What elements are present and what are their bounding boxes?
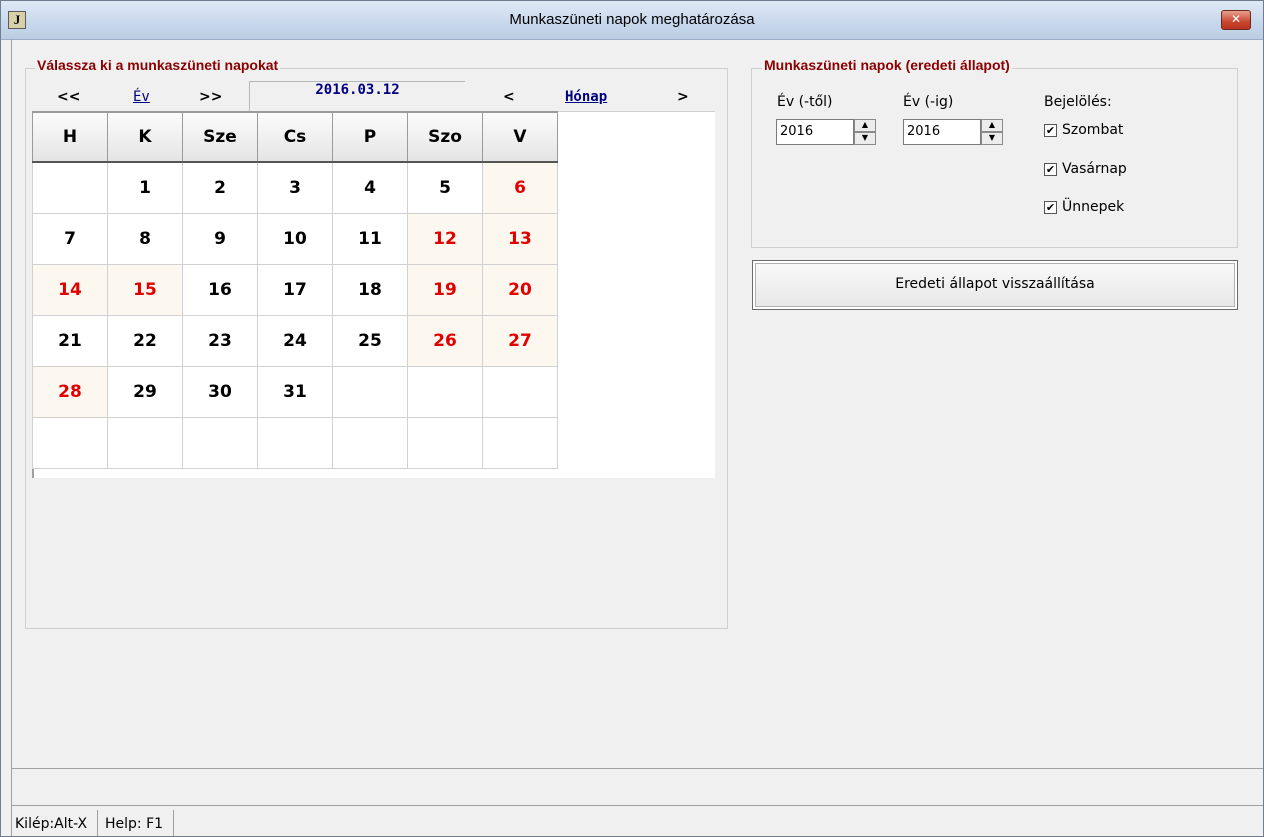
calendar-empty-cell: [408, 367, 483, 418]
checkbox-checked-icon[interactable]: ✔: [1045, 201, 1056, 214]
month-label[interactable]: Hónap: [565, 89, 608, 105]
calendar-empty-cell: [33, 162, 108, 214]
year-from-label: Év (-től): [777, 94, 833, 110]
calendar-day-cell[interactable]: 27: [483, 316, 558, 367]
checkbox-label: Vasárnap: [1062, 161, 1127, 177]
window-title: Munkaszüneti napok meghatározása: [509, 11, 755, 28]
calendar-empty-cell: [408, 418, 483, 469]
prev-month-button[interactable]: <: [503, 89, 515, 105]
exit-shortcut-label: Kilép:Alt-X: [15, 816, 88, 832]
title-bar: [1, 1, 1263, 40]
calendar-day-cell[interactable]: 19: [408, 265, 483, 316]
year-to-label: Év (-ig): [903, 94, 954, 110]
calendar-week-row: [33, 214, 558, 265]
calendar-empty-cell: [183, 418, 258, 469]
spin-down-icon[interactable]: ▼: [854, 132, 876, 145]
weekday-header: V: [483, 112, 558, 162]
calendar-day-cell[interactable]: 23: [183, 316, 258, 367]
calendar-day-cell[interactable]: 6: [483, 162, 558, 214]
calendar-day-cell[interactable]: 10: [258, 214, 333, 265]
checkbox-checked-icon[interactable]: ✔: [1045, 124, 1056, 137]
calendar-day-cell[interactable]: 31: [258, 367, 333, 418]
calendar-empty-cell: [258, 418, 333, 469]
calendar-day-cell[interactable]: 4: [333, 162, 408, 214]
current-date: 2016.03.12: [249, 81, 465, 111]
next-month-button[interactable]: >: [677, 89, 689, 105]
app-icon: J: [8, 11, 26, 29]
weekday-header: H: [33, 112, 108, 162]
calendar-day-cell[interactable]: 2: [183, 162, 258, 214]
calendar-empty-cell: [333, 367, 408, 418]
calendar-empty-cell: [108, 418, 183, 469]
marking-label: Bejelölés:: [1044, 94, 1112, 110]
status-bar-top: [11, 768, 1263, 804]
restore-original-button[interactable]: Eredeti állapot visszaállítása: [752, 260, 1238, 310]
help-shortcut-label: Help: F1: [105, 816, 164, 832]
calendar-empty-cell: [33, 418, 108, 469]
calendar-day-cell[interactable]: 5: [408, 162, 483, 214]
calendar-day-cell[interactable]: 30: [183, 367, 258, 418]
calendar-empty-cell: [483, 418, 558, 469]
checkbox-label: Szombat: [1062, 122, 1124, 138]
calendar-day-cell[interactable]: 25: [333, 316, 408, 367]
weekday-header: K: [108, 112, 183, 162]
calendar-day-cell[interactable]: 17: [258, 265, 333, 316]
calendar-empty-cell: [333, 418, 408, 469]
calendar-day-cell[interactable]: 13: [483, 214, 558, 265]
calendar-week-row: [33, 265, 558, 316]
weekday-header-row: [33, 112, 558, 162]
calendar-day-cell[interactable]: 20: [483, 265, 558, 316]
year-label[interactable]: Év: [133, 89, 150, 105]
checkbox-checked-icon[interactable]: ✔: [1045, 163, 1056, 176]
status-separator: [97, 810, 98, 837]
calendar-day-cell[interactable]: 9: [183, 214, 258, 265]
weekday-header: P: [333, 112, 408, 162]
calendar-week-row: [33, 162, 558, 214]
weekday-header: Szo: [408, 112, 483, 162]
calendar-week-row: [33, 418, 558, 469]
weekday-header: Sze: [183, 112, 258, 162]
calendar-grid: [32, 111, 558, 469]
year-to-spinner: [903, 119, 1003, 145]
calendar-day-cell[interactable]: 7: [33, 214, 108, 265]
calendar-day-cell[interactable]: 22: [108, 316, 183, 367]
status-bar: [11, 805, 1263, 837]
calendar-day-cell[interactable]: 15: [108, 265, 183, 316]
year-to-spin-buttons: [981, 119, 1003, 145]
spin-up-icon[interactable]: ▲: [981, 119, 1003, 132]
calendar-day-cell[interactable]: 21: [33, 316, 108, 367]
calendar-day-cell[interactable]: 24: [258, 316, 333, 367]
left-border: [11, 39, 12, 837]
weekday-header: Cs: [258, 112, 333, 162]
year-to-input[interactable]: 2016: [903, 119, 981, 145]
year-from-spinner: [776, 119, 876, 145]
spin-up-icon[interactable]: ▲: [854, 119, 876, 132]
year-from-spin-buttons: [854, 119, 876, 145]
calendar-navbar: [33, 81, 721, 111]
calendar-day-cell[interactable]: 1: [108, 162, 183, 214]
calendar-day-cell[interactable]: 29: [108, 367, 183, 418]
original-state-legend: Munkaszüneti napok (eredeti állapot): [764, 57, 1010, 73]
next-year-button[interactable]: >>: [199, 89, 223, 105]
holiday-select-legend: Válassza ki a munkaszüneti napokat: [37, 57, 279, 73]
calendar-day-cell[interactable]: 14: [33, 265, 108, 316]
year-from-input[interactable]: 2016: [776, 119, 854, 145]
calendar-day-cell[interactable]: 3: [258, 162, 333, 214]
prev-year-button[interactable]: <<: [57, 89, 81, 105]
calendar-day-cell[interactable]: 16: [183, 265, 258, 316]
calendar-day-cell[interactable]: 11: [333, 214, 408, 265]
calendar-day-cell[interactable]: 26: [408, 316, 483, 367]
calendar-empty-cell: [483, 367, 558, 418]
calendar-day-cell[interactable]: 28: [33, 367, 108, 418]
calendar-day-cell[interactable]: 18: [333, 265, 408, 316]
calendar-day-cell[interactable]: 8: [108, 214, 183, 265]
checkbox-label: Ünnepek: [1062, 199, 1125, 215]
close-button[interactable]: ✕: [1221, 10, 1251, 30]
status-separator: [173, 810, 174, 837]
calendar-week-row: [33, 367, 558, 418]
calendar-day-cell[interactable]: 12: [408, 214, 483, 265]
calendar-week-row: [33, 316, 558, 367]
spin-down-icon[interactable]: ▼: [981, 132, 1003, 145]
